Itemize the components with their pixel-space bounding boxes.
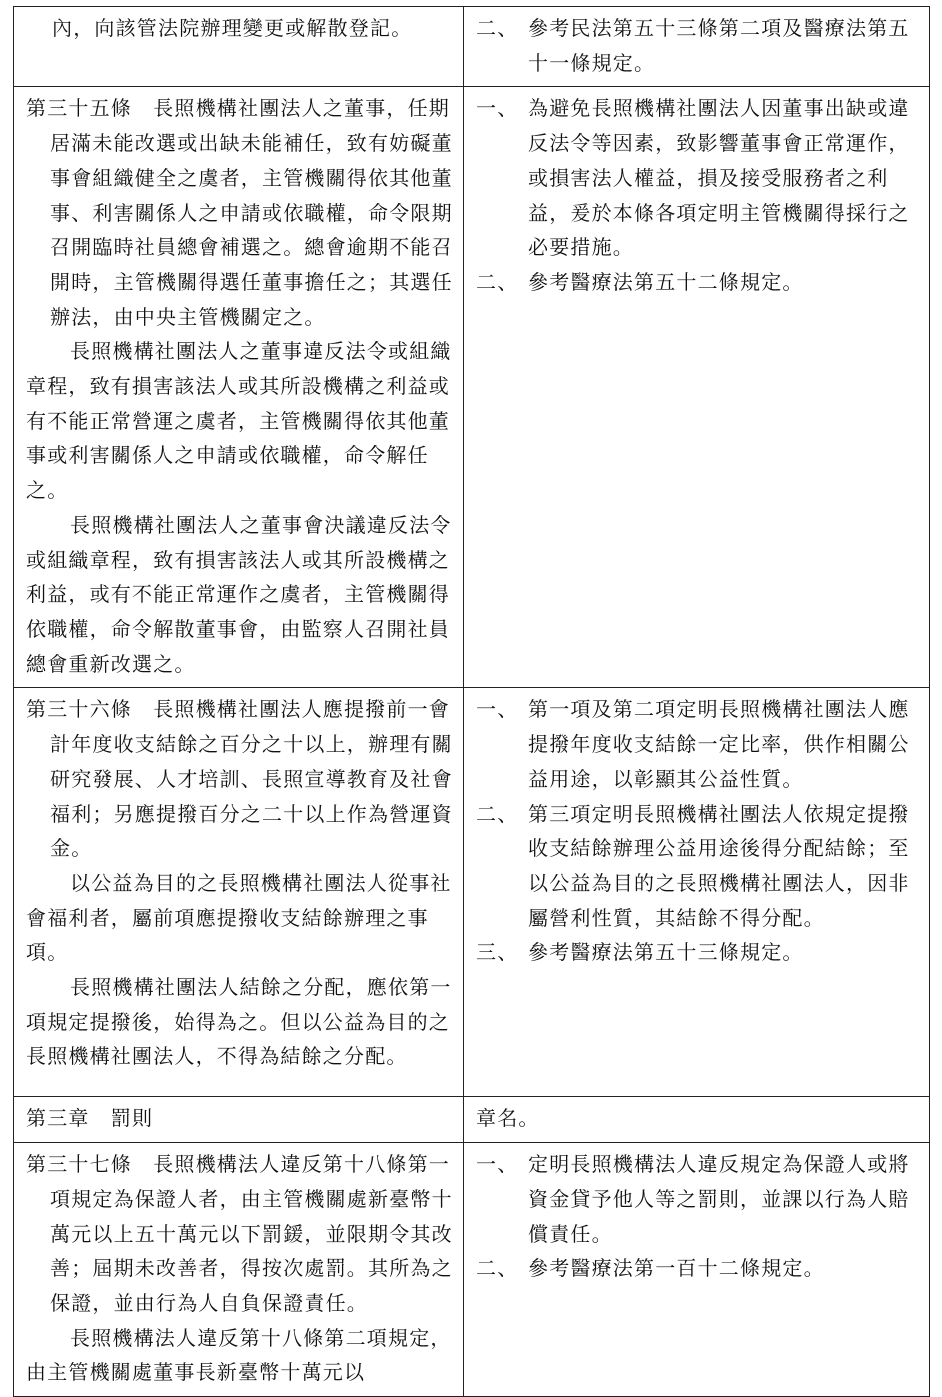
explanation-cell (464, 688, 930, 1097)
article-paragraph: 長照機構社團法人之董事會決議違反法令或組織章程，致有損害該法人或其所設機構之利益，或有不能正常運作之虞者，主管機關得依職權，命令解散董事會，由監察人召開社員總會重新改選之。 (26, 512, 452, 676)
item-number: 二、 (476, 1256, 519, 1281)
item-number: 三、 (476, 940, 519, 965)
item-text: 第三項定明長照機構社團法人依規定提撥收支結餘辦理公益用途後得分配結餘；至以公益為目的之長照機構社團法人，因非屬營利性質，其結餘不得分配。 (528, 801, 910, 930)
article-paragraph: 以公益為目的之長照機構社團法人從事社會福利者，屬前項應提撥收支結餘辦理之事項。 (26, 870, 452, 965)
item-number: 二、 (476, 801, 519, 826)
chapter-note: 章名。 (476, 1106, 540, 1131)
explanation-item (476, 265, 921, 300)
article-text-cell (14, 1143, 464, 1397)
chapter-title: 第三章 罰則 (26, 1106, 154, 1131)
legislation-comparison-table (13, 6, 930, 1397)
table-row (14, 688, 930, 1097)
item-text: 定明長照機構法人違反規定為保證人或將資金貸予他人等之罰則，並課以行為人賠償責任。 (528, 1152, 910, 1246)
chapter-title-cell (14, 1097, 464, 1143)
item-text: 參考醫療法第五十三條規定。 (528, 940, 804, 965)
table-row (14, 7, 930, 87)
explanation-item (476, 11, 921, 80)
explanation-cell (464, 1143, 930, 1397)
article-paragraph: 長照機構法人違反第十八條第二項規定，由主管機關處董事長新臺幣十萬元以 (26, 1325, 452, 1385)
table-row (14, 1143, 930, 1397)
article-37-heading-paragraph: 第三十七條 長照機構法人違反第十八條第一項規定為保證人者，由主管機關處新臺幣十萬元以上五十萬元以下罰鍰，並限期令其改善；屆期未改善者，得按次處罰。其所為之保證，並由行為人自負保證責任。 (26, 1152, 453, 1315)
explanation-item (476, 692, 921, 796)
explanation-item (476, 935, 921, 970)
explanation-cell (464, 87, 930, 688)
article-35-heading-paragraph: 第三十五條 長照機構社團法人之董事，任期居滿未能改選或出缺未能補任，致有妨礙董事會組織健全之虞者，主管機關得依其他董事、利害關係人之申請或依職權，命令限期召開臨時社員總會補選之。總會逾期不能召開時，主管機關得選任董事擔任之；其選任辦法，由中央主管機關定之。 (26, 96, 453, 329)
chapter-note-cell (464, 1097, 930, 1143)
article-36-heading-paragraph: 第三十六條 長照機構社團法人應提撥前一會計年度收支結餘之百分之十以上，辦理有關研究發展、人才培訓、長照宣導教育及社會福利；另應提撥百分之二十以上作為營運資金。 (26, 697, 453, 861)
item-number: 一、 (476, 96, 519, 121)
explanation-item (476, 91, 921, 265)
explanation-cell (464, 7, 930, 87)
article-text-cell (14, 87, 464, 688)
item-text: 參考醫療法第五十二條規定。 (528, 269, 804, 294)
item-text: 第一項及第二項定明長照機構社團法人應提撥年度收支結餘一定比率，供作相關公益用途，以彰顯其公益性質。 (528, 697, 910, 791)
item-number: 二、 (476, 16, 519, 40)
article-paragraph: 長照機構社團法人之董事違反法令或組織章程，致有損害該法人或其所設機構之利益或有不能正常營運之虞者，主管機關得依其他董事或利害關係人之申請或依職權，命令解任之。 (26, 339, 452, 503)
explanation-item (476, 1147, 921, 1251)
item-number: 二、 (476, 269, 519, 294)
article-text-cell (14, 7, 464, 87)
item-number: 一、 (476, 697, 519, 722)
item-text: 參考醫療法第一百十二條規定。 (528, 1256, 825, 1281)
article-paragraph: 長照機構社團法人結餘之分配，應依第一項規定提撥後，始得為之。但以公益為目的之長照機構社團法人，不得為結餘之分配。 (26, 975, 452, 1069)
item-text: 參考民法第五十三條第二項及醫療法第五十一條規定。 (528, 16, 910, 75)
table-row (14, 87, 930, 688)
article-continuation: 內，向該管法院辦理變更或解散登記。 (52, 16, 413, 40)
explanation-item (476, 1251, 921, 1286)
table-row (14, 1097, 930, 1143)
item-number: 一、 (476, 1152, 519, 1177)
explanation-item (476, 797, 921, 936)
item-text: 為避免長照機構社團法人因董事出缺或違反法令等因素，致影響董事會正常運作，或損害法人權益，損及接受服務者之利益，爰於本條各項定明主管機關得採行之必要措施。 (528, 96, 910, 260)
article-text-cell (14, 688, 464, 1097)
